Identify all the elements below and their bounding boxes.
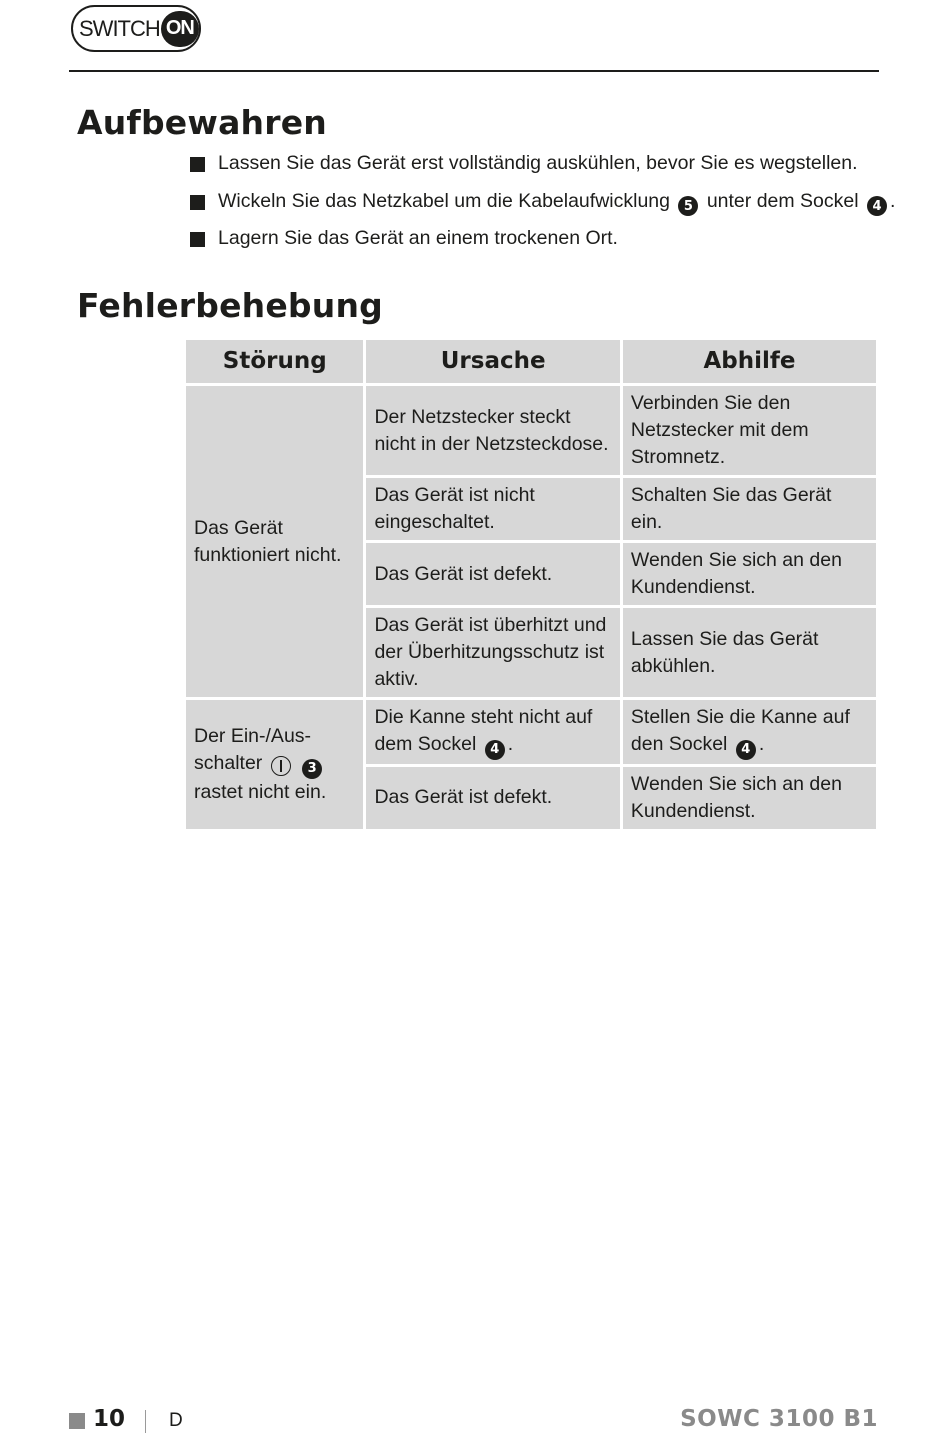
part-number-5-icon: 5 [678,196,698,216]
header-cell-fault: Störung [186,340,363,383]
part-number-3-icon: 3 [302,759,322,779]
cause-cell: Das Gerät ist defekt. [366,767,619,829]
table-row [186,386,876,475]
section-title-troubleshooting: Fehlerbehebung [77,286,383,325]
troubleshooting-table [183,337,879,832]
header-cell-cause: Ursache [366,340,619,383]
part-number-4-icon: 4 [736,740,756,760]
remedy-cell: Lassen Sie das Gerät abkühlen. [623,608,876,697]
page-number: 10 [93,1406,126,1432]
remedy-cell: Wenden Sie sich an den Kundendienst. [623,767,876,829]
cause-cell: Der Netzstecker steckt nicht in der Netzsteckdose. [366,386,619,475]
storage-bullet: Lassen Sie das Gerät erst vollständig auskühlen, bevor Sie es wegstellen. [190,152,895,190]
storage-bullet: Wickeln Sie das Netzkabel um die Kabelaufwicklung 5 unter dem Sockel 4 . [190,190,895,228]
table-row [186,700,876,764]
fault-cell: Der Ein-/Aus- schalter 3 rastet nicht ein. [186,700,363,829]
switch-on-logo [71,5,201,52]
power-switch-icon [271,756,291,776]
cause-cell: Das Gerät ist defekt. [366,543,619,605]
logo-text: SWITCH [79,15,160,41]
cause-cell: Die Kanne steht nicht auf dem Sockel 4 . [366,700,619,764]
part-number-4-icon: 4 [485,740,505,760]
fault-cell: Das Gerät funktioniert nicht. [186,386,363,697]
bullet-square-icon [190,195,205,210]
header-cell-remedy: Abhilfe [623,340,876,383]
logo-on-badge: ON [161,11,199,47]
remedy-cell: Stellen Sie die Kanne auf den Sockel 4 . [623,700,876,764]
remedy-cell: Verbinden Sie den Netzstecker mit dem Stromnetz. [623,386,876,475]
cause-cell: Das Gerät ist überhitzt und der Überhitzungsschutz ist aktiv. [366,608,619,697]
part-number-4-icon: 4 [867,196,887,216]
table-header-row [186,340,876,383]
model-number: SOWC 3100 B1 [680,1406,878,1432]
header-rule [69,70,879,72]
cause-cell: Das Gerät ist nicht eingeschaltet. [366,478,619,540]
storage-bullet-list [190,152,895,265]
remedy-cell: Schalten Sie das Gerät ein. [623,478,876,540]
section-title-storage: Aufbewahren [77,103,327,142]
bullet-square-icon [190,157,205,172]
storage-bullet: Lagern Sie das Gerät an einem trockenen Ort. [190,227,895,265]
language-code: D [169,1410,183,1431]
bullet-square-icon [190,232,205,247]
remedy-cell: Wenden Sie sich an den Kundendienst. [623,543,876,605]
footer-divider [145,1410,146,1433]
footer-square-icon [69,1413,85,1429]
